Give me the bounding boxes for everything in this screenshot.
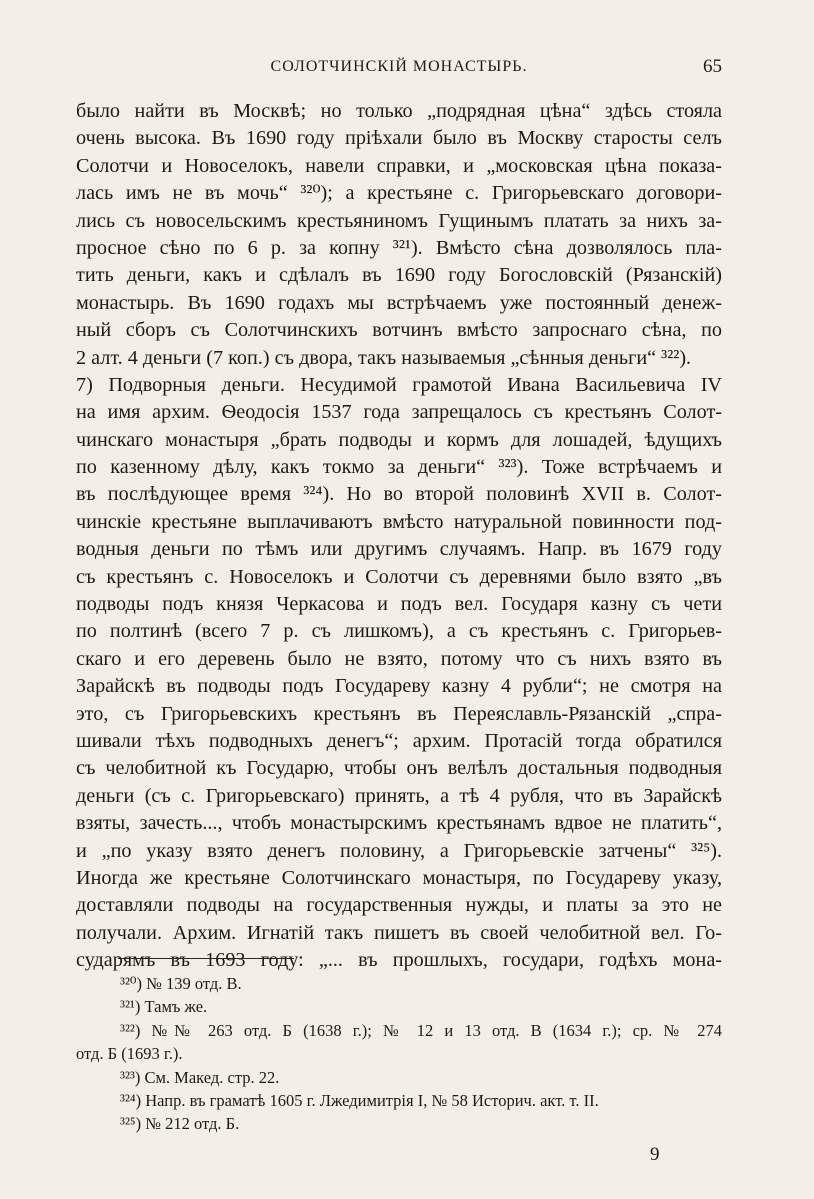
footnotes: [76, 972, 722, 1136]
body-line: монастырь. Въ 1690 годахъ мы встрѣчаемъ уже постоянный денеж-: [76, 291, 722, 314]
body-line: Солотчи и Новоселокъ, навели справки, и „московская цѣна показа-: [76, 154, 722, 177]
body-line: 2 алт. 4 деньги (7 коп.) съ двора, такъ называемыя „сѣнныя деньги“ ³²²).: [76, 346, 692, 369]
body-line: водныя деньги по тѣмъ или другимъ случаямъ. Напр. въ 1679 году: [76, 538, 722, 561]
body-line: скаго и его деревень было не взято, потому что съ нихъ взято въ: [76, 647, 722, 670]
body-line: подводы подъ князя Черкасова и подъ вел. Государя казну съ чети: [76, 593, 722, 616]
body-line: получали. Архим. Игнатій такъ пишетъ въ своей челобитной вел. Го-: [76, 921, 722, 944]
footnote: ³²⁵) № 212 отд. Б.: [120, 1114, 240, 1134]
body-line: и „по указу взято денегъ половину, а Григорьевскіе затчены“ ³²⁵).: [76, 839, 722, 862]
body-line: на имя архим. Ѳеодосія 1537 года запрещалось съ крестьянъ Солот-: [76, 401, 722, 424]
body-line: съ челобитной къ Государю, чтобы онъ велѣлъ достальныя подводныя: [76, 757, 722, 780]
body-line: было найти въ Москвѣ; но только „подрядная цѣна“ здѣсь стояла: [76, 100, 722, 122]
page-number: 65: [703, 56, 722, 77]
body-line: Зарайскѣ въ подводы подъ Государеву казну 4 рубли“; не смотря на: [76, 675, 722, 698]
body-line: ный сборъ съ Солотчинскихъ вотчинъ вмѣсто запроснаго сѣна, по: [76, 319, 722, 342]
body-line: чинскіе крестьяне выплачиваютъ вмѣсто натуральной повинности под-: [76, 510, 722, 533]
footnote: ³²³) См. Макед. стр. 22.: [120, 1067, 280, 1087]
body-line: просное сѣно по 6 р. за копну ³²¹). Вмѣсто сѣна дозволялось пла-: [76, 236, 722, 259]
footnote: ³²¹) Тамъ же.: [120, 997, 208, 1017]
body-line: деньги (съ с. Григорьевскаго) принять, а тѣ 4 рубля, что въ Зарайскѣ: [76, 784, 722, 807]
body-line: очень высока. Въ 1690 году пріѣхали было въ Москву старосты селъ: [76, 127, 722, 150]
body-line: Иногда же крестьяне Солотчинскаго монастыря, по Государеву указу,: [76, 866, 722, 889]
footnote: ³²⁴) Напр. въ граматѣ 1605 г. Лжедимитрія I, № 58 Историч. акт. т. II.: [120, 1090, 599, 1110]
body-line: лась имъ не въ мочь“ ³²⁰); а крестьяне с. Григорьевскаго договори-: [76, 182, 722, 205]
footnote: ³²²) №№ 263 отд. Б (1638 г.); № 12 и 13 отд. В (1634 г.); ср. № 274: [120, 1020, 722, 1040]
body-line: взяты, зачесть..., чтобъ монастырскимъ крестьянамъ вдвое не платить“,: [76, 812, 722, 835]
body-line: это, съ Григорьевскихъ крестьянъ въ Переяславль-Рязанскій „спра-: [76, 702, 722, 725]
body-line: тить деньги, какъ и сдѣлалъ въ 1690 году Богословскій (Рязанскій): [76, 264, 722, 287]
footnote: отд. Б (1693 г.).: [76, 1044, 183, 1064]
body-line: въ послѣдующее время ³²⁴). Но во второй половинѣ XVII в. Солот-: [76, 483, 722, 506]
signature-mark: 9: [650, 1144, 660, 1165]
body-line: съ крестьянъ с. Новоселокъ и Солотчи съ деревнями было взято „въ: [76, 565, 722, 588]
body-line: по полтинѣ (всего 7 р. съ лишкомъ), а съ крестьянъ с. Григорьев-: [76, 620, 722, 643]
body-line: по казенному дѣлу, какъ токмо за деньги“ ³²³). Тоже встрѣчаемъ и: [76, 456, 722, 479]
running-title: СОЛОТЧИНСКІЙ МОНАСТЫРЬ.: [270, 58, 528, 75]
body-line: шивали тѣхъ подводныхъ денегъ“; архим. Протасій тогда обратился: [76, 729, 722, 752]
body-text: [76, 98, 722, 975]
page-header: [76, 56, 722, 80]
body-line: 7) Подворныя деньги. Несудимой грамотой Ивана Васильевича IV: [76, 373, 722, 396]
body-line: чинскаго монастыря „брать подводы и кормъ для лошадей, ѣдущихъ: [76, 428, 722, 451]
footnote-separator: [118, 958, 294, 959]
body-line: лись съ новосельскимъ крестьяниномъ Гущинымъ платать за нихъ за-: [76, 209, 722, 232]
footnote: ³²⁰) № 139 отд. В.: [120, 974, 242, 993]
body-line: доставляли подводы на государственныя нужды, и платы за это не: [76, 894, 722, 917]
body-line: сударямъ въ 1693 году: „... въ прошлыхъ, государи, годѣхъ мона-: [76, 949, 722, 972]
